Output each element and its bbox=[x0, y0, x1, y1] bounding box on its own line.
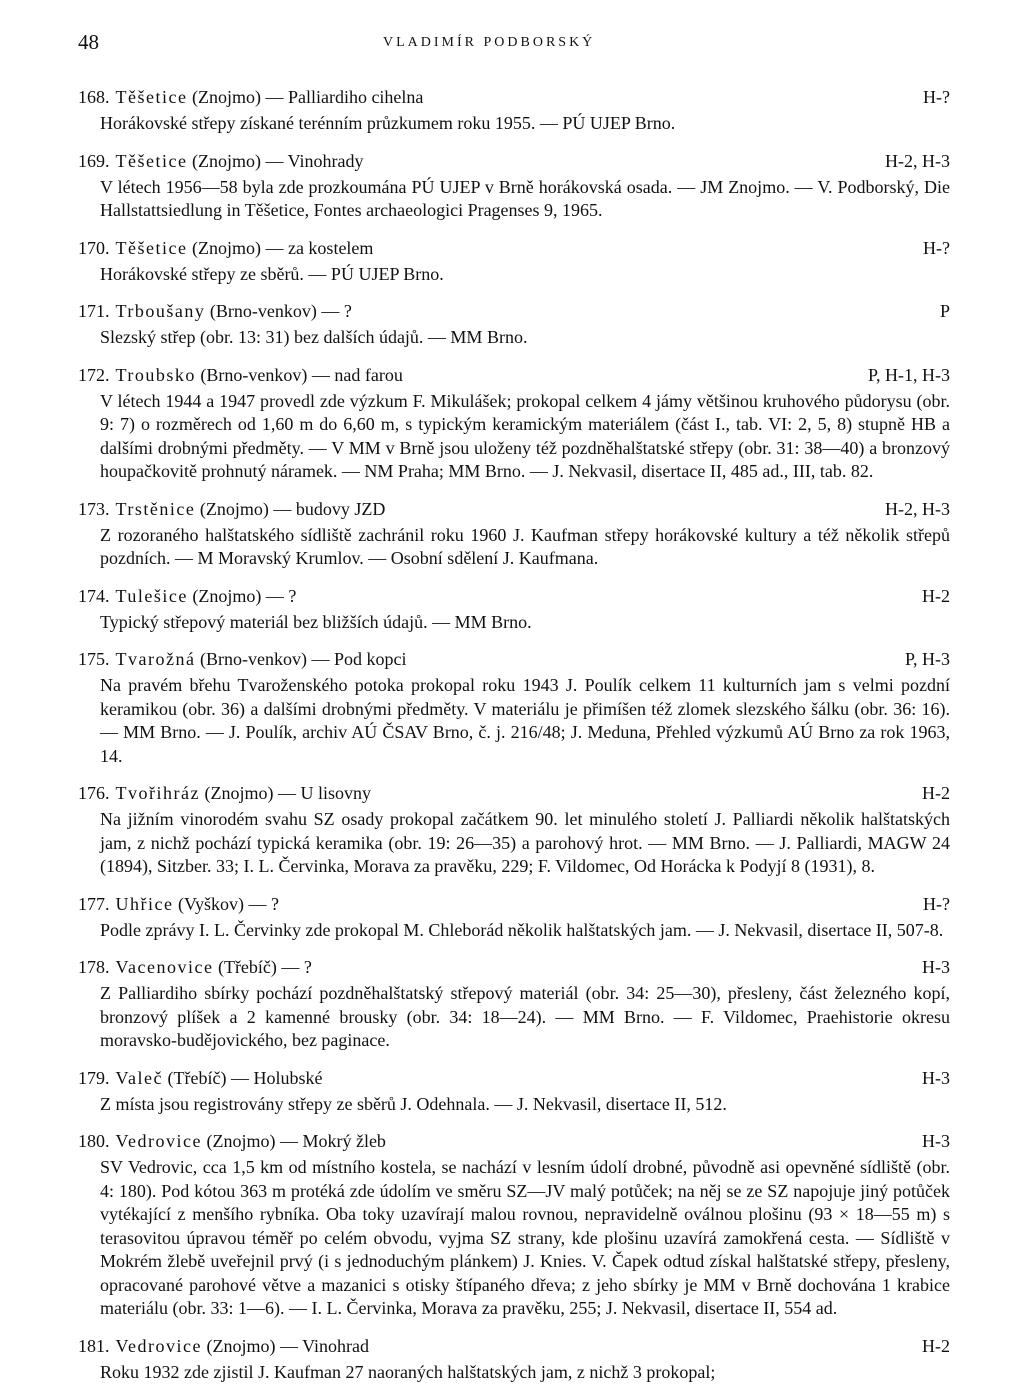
entry-number: 181. bbox=[78, 1335, 110, 1356]
entry-category: H-3 bbox=[922, 957, 950, 977]
entry-heading bbox=[78, 83, 950, 112]
entry-number: 180. bbox=[78, 1131, 110, 1151]
entry-location: (Vyškov) — ? bbox=[177, 893, 279, 914]
entry-heading bbox=[78, 495, 950, 524]
entry-location: (Znojmo) — U lisovny bbox=[204, 783, 371, 803]
entry-category: H-? bbox=[923, 237, 950, 258]
entry-locality: Vedrovice bbox=[115, 1335, 202, 1356]
entry-location: (Znojmo) — budovy JZD bbox=[199, 498, 386, 519]
entry-text: Horákovské střepy získané terénním průzkumem roku 1955. — PÚ UJEP Brno. bbox=[100, 113, 676, 133]
entry-location: (Brno-venkov) — Pod kopci bbox=[199, 649, 407, 669]
entry-locality: Tvořihráz bbox=[115, 783, 200, 803]
entry-category: H-? bbox=[923, 893, 950, 914]
entry-text: V létech 1944 a 1947 provedl zde výzkum F. Mikulášek; prokopal celkem 4 jámy většinou kruhového půdorysu (obr. 9: 7) o rozměrech od 1,60 m do 6,60 m, s typickým keramickým materiálem (část I., tab. VI: 2, 5, 8) stupně HB a dalšími drobnými předměty. — V MM v Brně jsou uloženy též pozdněhalštatské střepy (obr. 31: 38—40) a bronzový houpačkovitě prohnutý náramek. — NM Praha; MM Brno. — J. Nekvasil, disertace II, 485 ad., III, tab. 82. bbox=[100, 390, 950, 481]
entry-category: P bbox=[939, 301, 950, 321]
catalog-entry bbox=[78, 779, 950, 879]
catalog-entry bbox=[78, 953, 950, 1053]
entry-locality: Tvarožná bbox=[115, 649, 196, 669]
entry-heading bbox=[78, 1332, 950, 1361]
entry-number: 179. bbox=[78, 1067, 110, 1088]
entry-number: 176. bbox=[78, 783, 110, 803]
entry-heading bbox=[78, 890, 950, 919]
entry-category: H-2 bbox=[922, 783, 950, 803]
entry-location: (Třebíč) — ? bbox=[217, 957, 312, 977]
entry-heading bbox=[78, 779, 950, 808]
entry-location: (Znojmo) — Mokrý žleb bbox=[206, 1131, 386, 1151]
entry-text: Z místa jsou registrovány střepy ze sběrů J. Odehnala. — J. Nekvasil, disertace II, 512. bbox=[100, 1093, 727, 1114]
entry-location: (Znojmo) — Vinohrad bbox=[206, 1335, 370, 1356]
entry-number: 171. bbox=[78, 301, 110, 321]
running-head bbox=[78, 30, 950, 60]
entry-locality: Trboušany bbox=[115, 301, 206, 321]
entry-location: (Znojmo) — za kostelem bbox=[191, 237, 374, 258]
entry-number: 177. bbox=[78, 893, 110, 914]
entry-category: H-2 bbox=[922, 585, 950, 606]
catalog-entry bbox=[78, 645, 950, 768]
entry-text: V létech 1956—58 byla zde prozkoumána PÚ UJEP v Brně horákovská osada. — JM Znojmo. — V. Podborský, Die Hallstattsiedlung in Těšetice, Fontes archaeologici Pragenses 9, 1965. bbox=[100, 176, 950, 220]
entry-location: (Znojmo) — Vinohrady bbox=[191, 150, 364, 171]
entry-text: Podle zprávy I. L. Červinky zde prokopal M. Chleborád několik halštatských jam. — J. Nekvasil, disertace II, 507-8. bbox=[100, 919, 944, 940]
entry-text: Slezský střep (obr. 13: 31) bez dalších údajů. — MM Brno. bbox=[100, 327, 528, 347]
catalog-entry bbox=[78, 147, 950, 223]
entry-category: H-2, H-3 bbox=[885, 498, 950, 519]
entry-heading bbox=[78, 1064, 950, 1093]
entry-locality: Těšetice bbox=[115, 87, 188, 107]
entry-category: H-3 bbox=[922, 1131, 950, 1151]
catalog-entries bbox=[78, 83, 950, 1395]
entry-number: 175. bbox=[78, 649, 110, 669]
catalog-entry bbox=[78, 1127, 950, 1321]
entry-heading bbox=[78, 297, 950, 326]
entry-heading bbox=[78, 1127, 950, 1156]
entry-text: Z Palliardiho sbírky pochází pozdněhalštatský střepový materiál (obr. 34: 25—30), přesleny, část železného kopí, bronzový plíšek a 2 kamenné brousky (obr. 34: 18—24). — MM Brno. — F. Vildomec, Praehistorie okresu moravsko-budějovického, bez paginace. bbox=[100, 983, 950, 1050]
entry-category: P, H-1, H-3 bbox=[867, 364, 950, 385]
entry-locality: Valeč bbox=[115, 1067, 163, 1088]
entry-heading bbox=[78, 582, 950, 611]
entry-locality: Uhřice bbox=[115, 893, 174, 914]
entry-category: H-3 bbox=[922, 1067, 950, 1088]
entry-number: 174. bbox=[78, 585, 110, 606]
entry-locality: Vacenovice bbox=[115, 957, 214, 977]
entry-locality: Tulešice bbox=[115, 585, 188, 606]
entry-number: 173. bbox=[78, 498, 110, 519]
entry-text: Na pravém břehu Tvaroženského potoka prokopal roku 1943 J. Poulík celkem 11 kulturních jam s velmi pozdní keramikou (obr. 36) a dalšími drobnými předměty. V materiálu je přimíšen též zlomek slezského šálku (obr. 36: 16). — MM Brno. — J. Poulík, archiv AÚ ČSAV Brno, č. j. 216/48; J. Meduna, Přehled výzkumů AÚ Brno za rok 1963, 14. bbox=[100, 675, 950, 766]
catalog-entry bbox=[78, 890, 950, 943]
catalog-entry bbox=[78, 1064, 950, 1117]
entry-number: 178. bbox=[78, 957, 110, 977]
entry-location: (Třebíč) — Holubské bbox=[167, 1067, 323, 1088]
entry-number: 169. bbox=[78, 150, 110, 171]
entry-heading bbox=[78, 361, 950, 390]
entry-category: P, H-3 bbox=[904, 649, 950, 669]
entry-category: H-2, H-3 bbox=[885, 150, 950, 171]
entry-category: H-? bbox=[923, 87, 950, 107]
entry-heading bbox=[78, 953, 950, 982]
entry-number: 170. bbox=[78, 237, 110, 258]
catalog-entry bbox=[78, 495, 950, 571]
catalog-entry bbox=[78, 582, 950, 635]
entry-text: Roku 1932 zde zjistil J. Kaufman 27 naoraných halštatských jam, z nichž 3 prokopal; bbox=[100, 1361, 716, 1382]
entry-text: Z rozoraného halštatského sídliště zachránil roku 1960 J. Kaufman střepy horákovské kultury a též několik střepů pozdních. — M Moravský Krumlov. — Osobní sdělení J. Kaufmana. bbox=[100, 524, 950, 568]
entry-location: (Brno-venkov) — nad farou bbox=[200, 364, 403, 385]
entry-heading bbox=[78, 645, 950, 674]
catalog-entry bbox=[78, 1332, 950, 1385]
entry-location: (Znojmo) — ? bbox=[192, 585, 297, 606]
entry-text: Typický střepový materiál bez bližších údajů. — MM Brno. bbox=[100, 611, 532, 632]
entry-heading bbox=[78, 234, 950, 263]
catalog-entry bbox=[78, 234, 950, 287]
running-title: VLADIMÍR PODBORSKÝ bbox=[383, 35, 596, 50]
entry-locality: Vedrovice bbox=[115, 1131, 202, 1151]
entry-number: 172. bbox=[78, 364, 110, 385]
entry-heading bbox=[78, 147, 950, 176]
entry-location: (Znojmo) — Palliardiho cihelna bbox=[191, 87, 424, 107]
catalog-entry bbox=[78, 297, 950, 350]
entry-locality: Těšetice bbox=[115, 237, 188, 258]
page-number: 48 bbox=[78, 30, 99, 54]
entry-text: Na jižním vinorodém svahu SZ osady prokopal začátkem 90. let minulého století J. Palliardi několik halštatských jam, z nichž pochází typická keramika (obr. 19: 26—35) a parohový hrot. — MM Brno. — J. Palliardi, MAGW 24 (1894), Sitzber. 33; I. L. Červinka, Morava za pravěku, 229; F. Vildomec, Od Horácka k Podyjí 8 (1931), 8. bbox=[100, 809, 950, 876]
entry-locality: Troubsko bbox=[115, 364, 196, 385]
entry-text: SV Vedrovic, cca 1,5 km od místního kostela, se nachází v lesním údolí drobné, původně asi opevněné sídliště (obr. 4: 180). Pod kótou 363 m protéká zde údolím ve směru SZ—JV malý potůček; na něj se ze SZ napojuje jiný potůček vytékající z menšího rybníka. Oba toky uzavírají malou rovnou, nepravidelně oválnou plošinu (93 × 18—55 m) s terasovitou úpravou téměř po celém obvodu, vyjma SZ strany, kde plošinu uzavírá zamokřená cesta. — Sídliště v Mokrém žlebě uveřejnil prvý (i s jednoduchým plánkem) J. Knies. V. Čapek odtud získal halštatské střepy, přesleny, opracované parohové větve a mazanici s otisky štípaného dřeva; z jeho sbírky je MM v Brně dochována 1 krabice materiálu (obr. 33: 1—6). — I. L. Červinka, Morava za pravěku, 255; J. Nekvasil, disertace II, 554 ad. bbox=[100, 1157, 950, 1318]
catalog-entry bbox=[78, 361, 950, 484]
entry-locality: Těšetice bbox=[115, 150, 188, 171]
entry-category: H-2 bbox=[922, 1335, 950, 1356]
entry-number: 168. bbox=[78, 87, 110, 107]
entry-locality: Trstěnice bbox=[115, 498, 196, 519]
entry-location: (Brno-venkov) — ? bbox=[209, 301, 352, 321]
catalog-entry bbox=[78, 83, 950, 136]
entry-text: Horákovské střepy ze sběrů. — PÚ UJEP Brno. bbox=[100, 263, 444, 284]
